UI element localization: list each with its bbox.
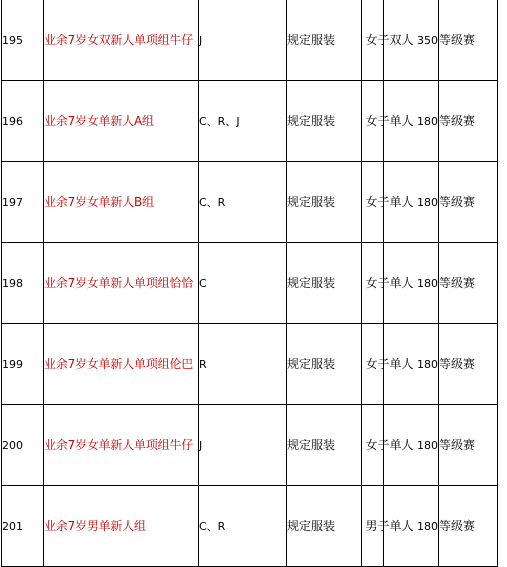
entry-category [362, 486, 414, 567]
dance-codes: R [199, 324, 287, 405]
entry-category-text: 女子单人 [365, 113, 414, 128]
entry-number: 201 [2, 486, 44, 567]
competition-type: 等级赛 [439, 243, 498, 324]
entry-fee: 180 [384, 324, 439, 405]
event-name: 业余7岁男单新人组 [44, 486, 199, 567]
competition-type: 等级赛 [439, 324, 498, 405]
table-row [2, 486, 498, 567]
entry-number: 197 [2, 162, 44, 243]
event-name: 业余7岁女单新人B组 [44, 162, 199, 243]
competition-type: 等级赛 [439, 162, 498, 243]
competition-type: 等级赛 [439, 486, 498, 567]
entry-category [362, 243, 414, 324]
dance-codes: C [199, 243, 287, 324]
entry-fee: 180 [384, 243, 439, 324]
event-name: 业余7岁女单新人单项组恰恰 [44, 243, 199, 324]
entry-number: 195 [2, 0, 44, 81]
attire: 规定服装 [287, 486, 362, 567]
competition-type: 等级赛 [439, 405, 498, 486]
table-row [2, 162, 498, 243]
entry-number: 199 [2, 324, 44, 405]
table-row [2, 81, 498, 162]
competition-type: 等级赛 [439, 0, 498, 81]
attire: 规定服装 [287, 324, 362, 405]
event-name: 业余7岁女单新人单项组牛仔 [44, 405, 199, 486]
event-name: 业余7岁女单新人A组 [44, 81, 199, 162]
entry-fee: 180 [384, 81, 439, 162]
entry-category-text: 女子单人 [365, 194, 414, 209]
entry-category [362, 162, 414, 243]
competition-type: 等级赛 [439, 81, 498, 162]
table-row [2, 324, 498, 405]
entry-fee: 180 [384, 162, 439, 243]
event-name: 业余7岁女单新人单项组伦巴 [44, 324, 199, 405]
attire: 规定服装 [287, 405, 362, 486]
entry-category [362, 0, 414, 81]
entry-fee: 180 [384, 405, 439, 486]
attire: 规定服装 [287, 0, 362, 81]
attire: 规定服装 [287, 243, 362, 324]
entry-category-text: 女子单人 [365, 356, 414, 371]
event-name: 业余7岁女双新人单项组牛仔 [44, 0, 199, 81]
dance-codes: J [199, 0, 287, 81]
table-row [2, 243, 498, 324]
entry-number: 198 [2, 243, 44, 324]
entry-category-text: 女子双人 [365, 32, 414, 47]
entry-number: 196 [2, 81, 44, 162]
dance-codes: C、R、J [199, 81, 287, 162]
attire: 规定服装 [287, 81, 362, 162]
table-row [2, 405, 498, 486]
entries-table-body [2, 0, 498, 567]
dance-codes: C、R [199, 486, 287, 567]
entry-category-text: 男子单人 [365, 518, 414, 533]
entry-category [362, 405, 414, 486]
table-row [2, 0, 498, 81]
entry-number: 200 [2, 405, 44, 486]
competition-entries-table [1, 0, 498, 567]
attire: 规定服装 [287, 162, 362, 243]
entry-fee: 180 [384, 486, 439, 567]
dance-codes: C、R [199, 162, 287, 243]
entry-category-text: 女子单人 [365, 275, 414, 290]
dance-codes: J [199, 405, 287, 486]
entry-category-text: 女子单人 [365, 437, 414, 452]
entry-category [362, 324, 414, 405]
entry-fee: 350 [384, 0, 439, 81]
entry-category [362, 81, 414, 162]
